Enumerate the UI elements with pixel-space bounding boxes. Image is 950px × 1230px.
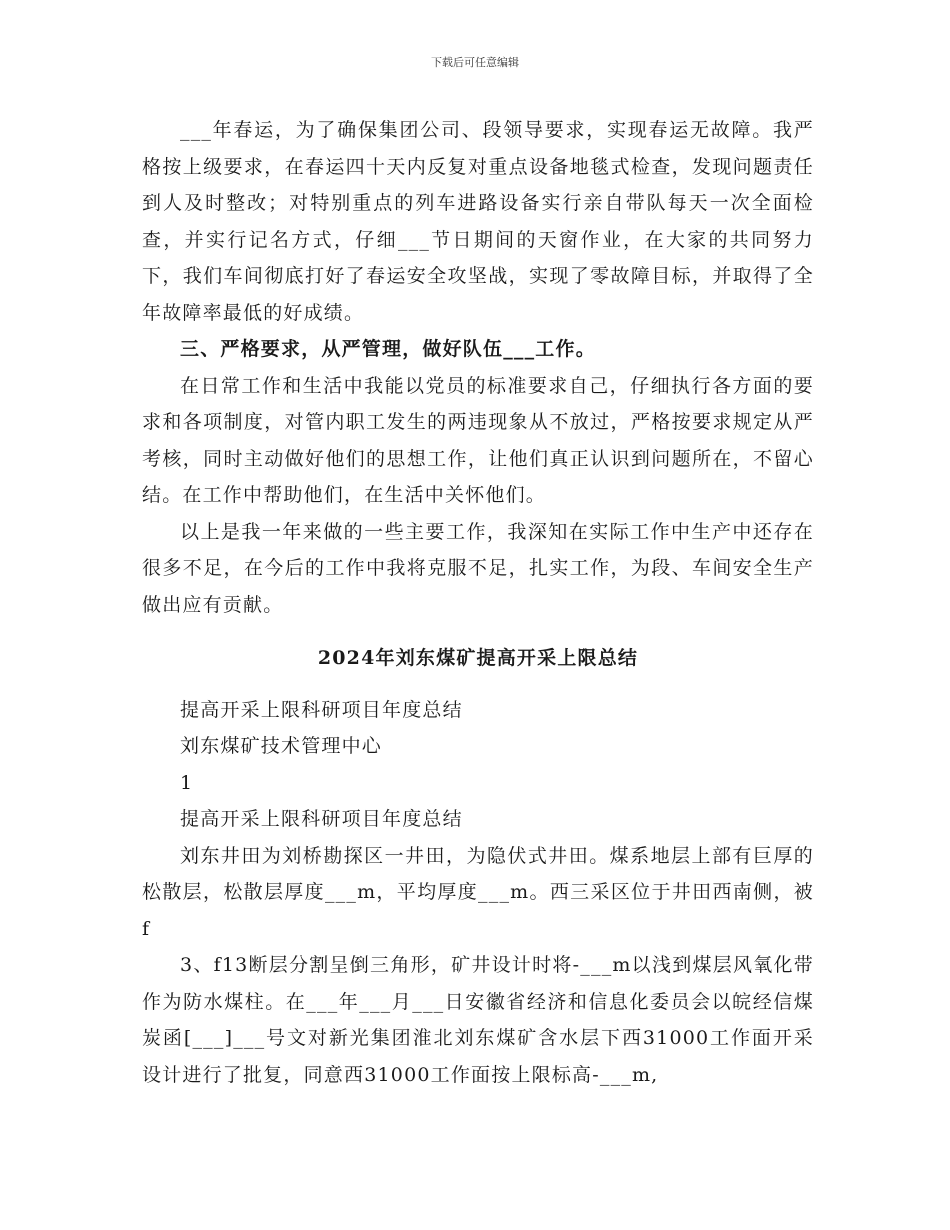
paragraph-spring-transport: ___年春运，为了确保集团公司、段领导要求，实现春运无故障。我严格按上级要求，在春运四十天内反复对重点设备地毯式检查，发现问题责任到人及时整改；对特别重点的列车进路设备实行亲自带队每天一次全面检查，并实行记名方式，仔细___节日期间的天窗作业，在大家的共同努力下，我们车间彻底打好了春运安全攻坚战，实现了零故障目标，并取得了全年故障率最低的好成绩。 [142,119,814,324]
subtitle-line: 提高开采上限科研项目年度总结 [180,698,463,721]
paragraph-field-description: 刘东井田为刘桥勘探区一井田，为隐伏式井田。煤系地层上部有巨厚的松散层，松散层厚度___m，平均厚度___m。西三采区位于井田西南侧，被f [142,844,814,940]
paragraph-approval: 3、f13断层分割呈倒三角形，矿井设计时将-___m以浅到煤层风氧化带作为防水煤柱。在___年___月___日安徽省经济和信息化委员会以皖经信煤炭函[___]___号文对新光集团淮北刘东煤矿含水层下西31000工作面开采设计进行了批复，同意西31000工作面按上限标高-___m, [142,954,814,1086]
page-header-note: 下载后可任意编辑 [431,56,519,69]
document-title: 2024年刘东煤矿提高开采上限总结 [317,647,639,669]
paragraph-team-management: 在日常工作和生活中我能以党员的标准要求自己，仔细执行各方面的要求和各项制度，对管内职工发生的两违现象从不放过，严格按要求规定从严考核，同时主动做好他们的思想工作，让他们真正认识到问题所在，不留心结。在工作中帮助他们，在生活中关怀他们。 [142,374,814,506]
document-body [142,112,814,1093]
page-number-line: 1 [180,771,194,794]
author-line: 刘东煤矿技术管理中心 [180,735,383,757]
subtitle-line-repeat: 提高开采上限科研项目年度总结 [180,808,463,830]
paragraph-conclusion: 以上是我一年来做的一些主要工作，我深知在实际工作中生产中还存在很多不足，在今后的工作中我将克服不足，扎实工作，为段、车间安全生产做出应有贡献。 [142,520,814,616]
section-heading-three: 三、严格要求，从严管理，做好队伍___工作。 [180,338,596,360]
